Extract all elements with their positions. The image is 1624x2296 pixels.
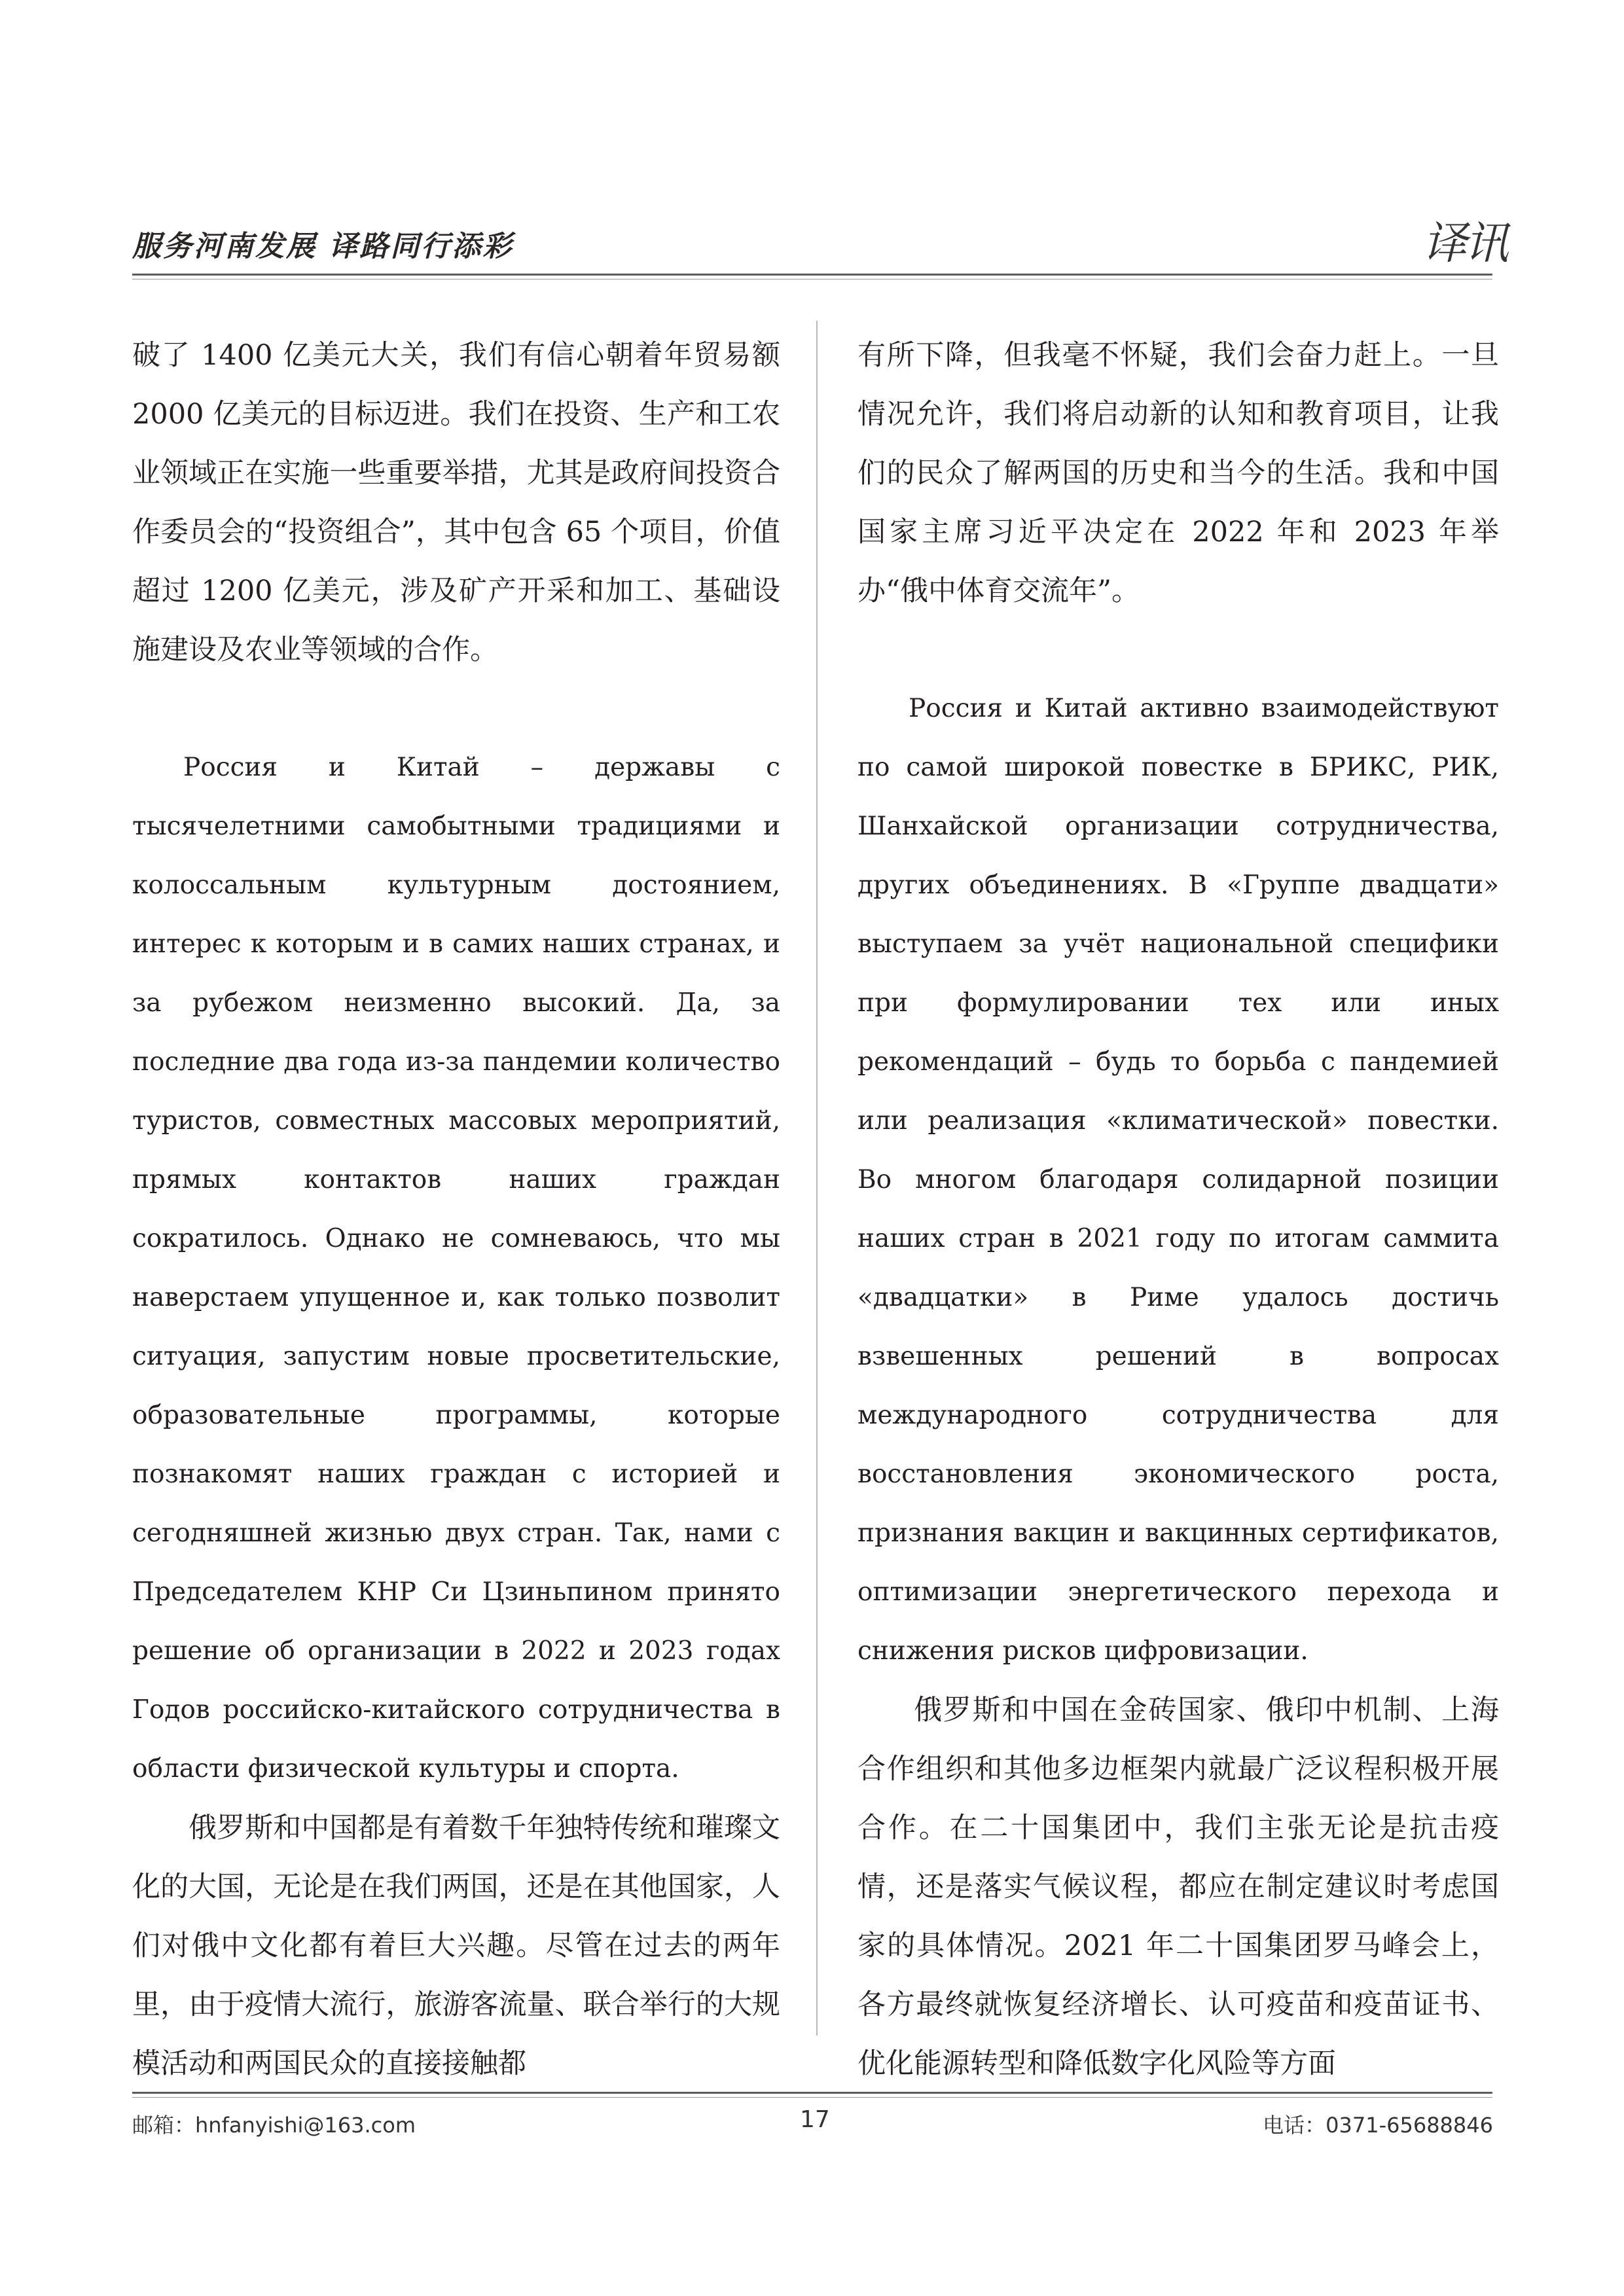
page-number: 17 xyxy=(800,2106,830,2133)
paragraph-gap xyxy=(857,620,1499,679)
paragraph-ru: Россия и Китай активно взаимодействуют по самой широкой повестке в БРИКС, РИК, Шанхайской организации сотрудничества, других объединениях. В «Группе двадцати» выступаем за учёт национальной специфики при формулировании тех или иных рекомендаций – будь то борьба с пандемией или реализация «климатической» повестки. Во многом благодаря солидарной позиции наших стран в 2021 году по итогам саммита «двадцатки» в Риме удалось достичь взвешенных решений в вопросах международного сотрудничества для восстановления экономического роста, признания вакцин и вакцинных сертификатов, оптимизации энергетического перехода и снижения рисков цифровизации. xyxy=(857,694,1499,1666)
footer-rule xyxy=(132,2092,1492,2094)
paragraph-zh-continued: 有所下降，但我毫不怀疑，我们会奋力赶上。一旦情况允许，我们将启动新的认知和教育项目，让我们的民众了解两国的历史和当今的生活。我和中国国家主席习近平决定在 2022 年和 2023 年举办“俄中体育交流年”。 xyxy=(857,339,1499,607)
header-slogan: 服务河南发展 译路同行添彩 xyxy=(132,230,514,263)
paragraph-zh: 俄罗斯和中国在金砖国家、俄印中机制、上海合作组织和其他多边框架内就最广泛议程积极开展合作。在二十国集团中，我们主张无论是抗击疫情，还是落实气候议程，都应在制定建议时考虑国家的具体情况。2021 年二十国集团罗马峰会上，各方最终就恢复经济增长、认可疫苗和疫苗证书、优化能源转型和降低数字化风险等方面 xyxy=(857,1694,1499,2080)
footer-phone: 电话：0371-65688846 xyxy=(1263,2113,1493,2138)
paragraph-gap xyxy=(132,679,780,738)
journal-logo: 译讯 xyxy=(1422,218,1506,270)
footer-rule-thin xyxy=(132,2097,1492,2098)
left-column xyxy=(132,326,780,2093)
footer-email: 邮箱：hnfanyishi@163.com xyxy=(132,2113,416,2138)
paragraph-ru: Россия и Китай – державы с тысячелетними самобытными традициями и колоссальным культурным достоянием, интерес к которым и в самих наших странах, и за рубежом неизменно высокий. Да, за последние два года из-за пандемии количество туристов, совместных массовых мероприятий, прямых контактов наших граждан сократилось. Однако не сомневаюсь, что мы наверстаем упущенное и, как только позволит ситуация, запустим новые просветительские, образовательные программы, которые познакомят наших граждан с историей и сегодняшней жизнью двух стран. Так, нами с Председателем КНР Си Цзиньпином принято решение об организации в 2022 и 2023 годах Годов российско-китайского сотрудничества в области физической культуры и спорта. xyxy=(132,753,780,1784)
paragraph-zh: 俄罗斯和中国都是有着数千年独特传统和璀璨文化的大国，无论是在我们两国，还是在其他国家，人们对俄中文化都有着巨大兴趣。尽管在过去的两年里，由于疫情大流行，旅游客流量、联合举行的大规模活动和两国民众的直接接触都 xyxy=(132,1812,780,2080)
header-rule xyxy=(132,274,1492,276)
paragraph-zh-continued: 破了 1400 亿美元大关，我们有信心朝着年贸易额 2000 亿美元的目标迈进。我们在投资、生产和工农业领域正在实施一些重要举措，尤其是政府间投资合作委员会的“投资组合”，其中包含 65 个项目，价值超过 1200 亿美元，涉及矿产开采和加工、基础设施建设及农业等领域的合作。 xyxy=(132,339,780,666)
column-divider xyxy=(816,321,818,2036)
right-column xyxy=(857,326,1499,2093)
